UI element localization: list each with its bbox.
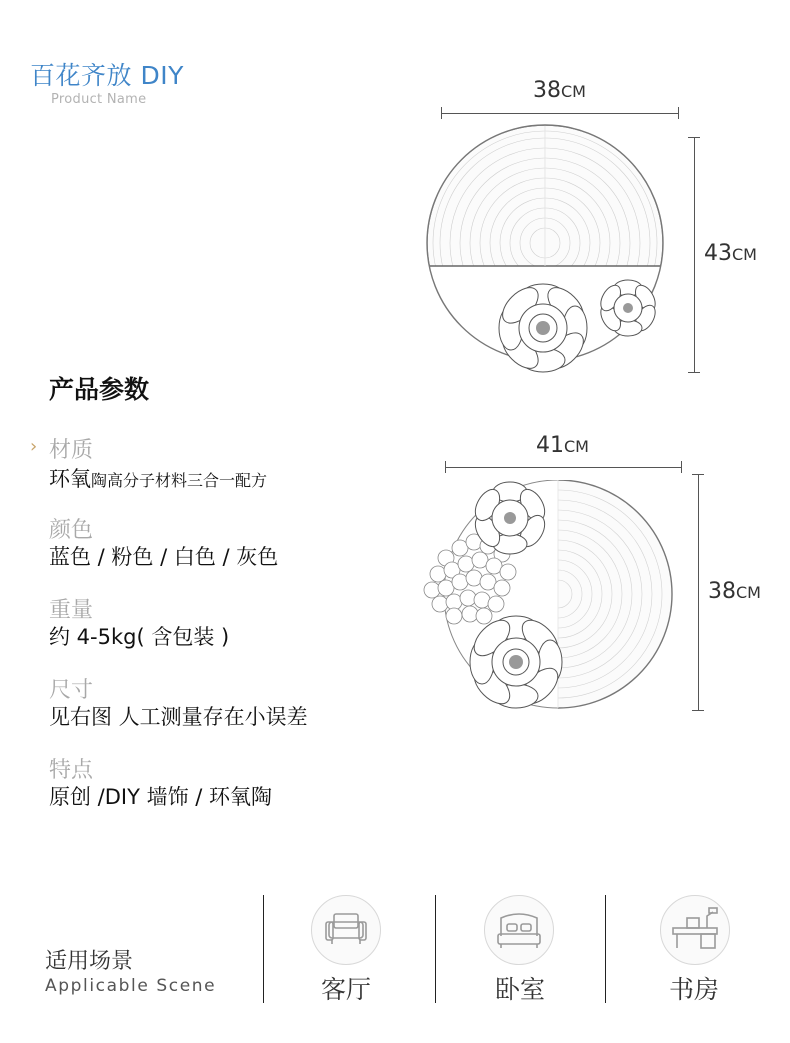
height-unit-2: CM bbox=[736, 583, 761, 602]
height-unit-1: CM bbox=[732, 245, 757, 264]
param-label-size: 尺寸 bbox=[49, 678, 94, 703]
scene-divider-1 bbox=[263, 895, 264, 1003]
params-title: 产品参数 bbox=[49, 375, 150, 404]
param-value-material-detail: 陶高分子材料三合一配方 bbox=[91, 471, 268, 490]
height-line-1 bbox=[694, 137, 695, 373]
product-image-2 bbox=[418, 480, 680, 730]
height-tick-bottom-2 bbox=[692, 710, 704, 711]
param-label-feature: 特点 bbox=[49, 758, 94, 783]
width-line-1 bbox=[441, 113, 679, 114]
scene-divider-2 bbox=[435, 895, 436, 1003]
width-value-2: 41 bbox=[536, 433, 564, 458]
param-value-color: 蓝色 / 粉色 / 白色 / 灰色 bbox=[49, 545, 279, 569]
scene-subtitle: Applicable Scene bbox=[45, 976, 217, 996]
param-label-material: 材质 bbox=[49, 438, 94, 463]
height-tick-top-1 bbox=[688, 137, 700, 138]
product-image-1 bbox=[420, 118, 670, 388]
width-value-1: 38 bbox=[533, 78, 561, 103]
param-value-feature: 原创 /DIY 墙饰 / 环氧陶 bbox=[49, 785, 273, 809]
param-value-weight: 约 4-5kg( 含包装 ) bbox=[49, 625, 230, 649]
chevron-right-icon: › bbox=[30, 436, 38, 457]
scene-label-bedroom: 卧室 bbox=[494, 975, 545, 1004]
sofa-icon bbox=[311, 895, 381, 965]
width-tick-left-1 bbox=[441, 107, 442, 119]
desk-icon bbox=[660, 895, 730, 965]
scene-divider-3 bbox=[605, 895, 606, 1003]
product-subtitle: Product Name bbox=[51, 92, 147, 107]
bed-icon bbox=[484, 895, 554, 965]
height-tick-top-2 bbox=[692, 474, 704, 475]
height-value-1: 43 bbox=[704, 241, 732, 266]
param-value-size: 见右图 人工测量存在小误差 bbox=[49, 705, 308, 729]
scene-label-study: 书房 bbox=[668, 975, 719, 1004]
param-label-color: 颜色 bbox=[49, 518, 94, 543]
height-value-2: 38 bbox=[708, 579, 736, 604]
param-label-weight: 重量 bbox=[49, 598, 94, 623]
height-label-2 bbox=[708, 579, 761, 604]
product-title: 百花齐放 DIY bbox=[30, 61, 184, 90]
width-label-1 bbox=[533, 78, 586, 103]
width-tick-left-2 bbox=[445, 461, 446, 473]
scene-label-living-room: 客厅 bbox=[320, 975, 371, 1004]
height-tick-bottom-1 bbox=[688, 372, 700, 373]
param-value-material-main: 环氧 bbox=[49, 467, 91, 491]
height-line-2 bbox=[698, 474, 699, 711]
width-unit-1: CM bbox=[561, 82, 586, 101]
width-label-2 bbox=[536, 433, 589, 458]
height-label-1 bbox=[704, 241, 757, 266]
width-tick-right-2 bbox=[681, 461, 682, 473]
width-line-2 bbox=[445, 467, 682, 468]
width-tick-right-1 bbox=[678, 107, 679, 119]
param-value-material bbox=[49, 463, 267, 493]
scene-title: 适用场景 bbox=[45, 949, 134, 974]
width-unit-2: CM bbox=[564, 437, 589, 456]
